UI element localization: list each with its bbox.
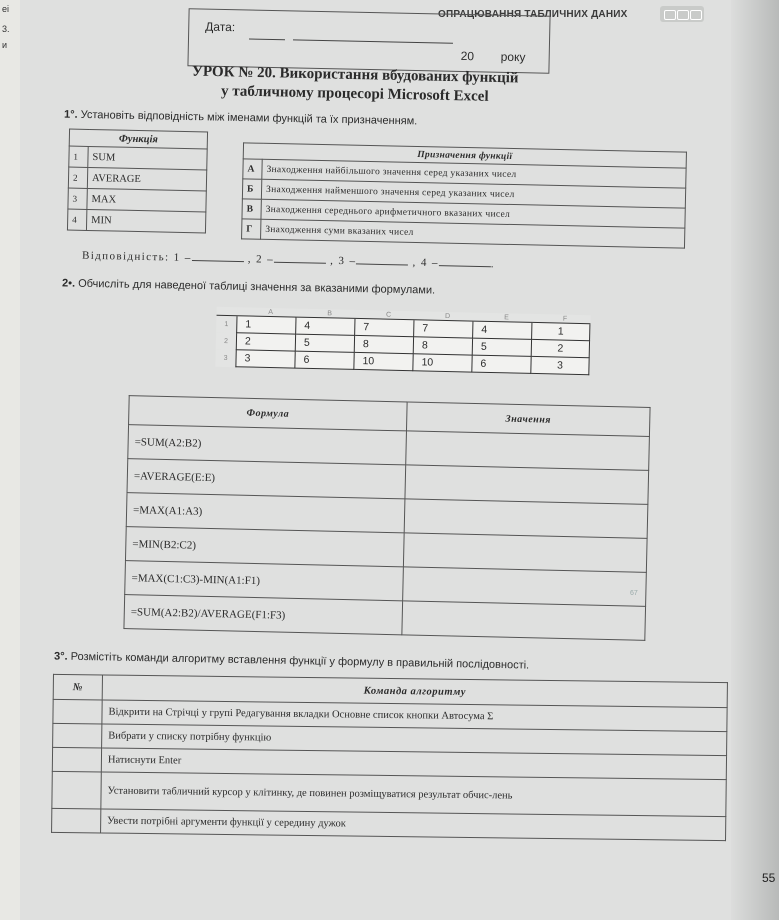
command-header: Команда алгоритму [102, 675, 727, 708]
column-header: A [237, 307, 296, 317]
lesson-title [130, 61, 581, 108]
sheet-cell: 10 [413, 354, 472, 372]
answer-blank[interactable] [274, 262, 326, 264]
order-cell[interactable] [52, 771, 101, 809]
column-header: F [532, 314, 590, 324]
value-header: Значення [406, 402, 650, 437]
sheet-cell: 1 [237, 316, 296, 334]
purposes-table [241, 142, 687, 248]
command-text: Натиснути Enter [101, 748, 726, 780]
sheet-cell: 3 [236, 350, 295, 368]
column-header: C [355, 310, 414, 320]
algorithm-table [51, 674, 728, 841]
lesson-title-line2: у табличному процесорі Microsoft Excel [220, 83, 489, 105]
order-cell[interactable] [53, 723, 102, 748]
answer-label: Відповідність: [81, 249, 170, 264]
sheet-cell: 7 [414, 320, 473, 338]
functions-header: Функція [69, 129, 207, 149]
date-blank-month[interactable] [293, 39, 453, 43]
task3-number: 3°. [53, 650, 68, 663]
year-word: року [500, 49, 526, 65]
sheet-cell: 5 [295, 334, 354, 352]
task1-number: 1°. [63, 108, 78, 121]
value-cell[interactable] [406, 431, 650, 471]
lesson-title-line1: УРОК № 20. Використання вбудованих функцій [191, 63, 519, 87]
sheet-cell: 6 [472, 355, 531, 373]
answer-blank[interactable] [192, 260, 244, 262]
margin-fragment: 3. [2, 24, 10, 34]
purpose-text: Знаходження суми вказаних чисел [261, 219, 685, 248]
margin-fragment: еі [2, 4, 10, 14]
function-name: MAX [87, 188, 206, 211]
task3-text: Розмістіть команди алгоритму вставлення функції у формулу в правильній послідовності. [70, 650, 530, 672]
formula-cell: =MIN(B2:C2) [125, 527, 404, 567]
formula-cell: =SUM(A2:B2) [128, 425, 407, 465]
answer-line: Відповідність: 1 – , 2 – , 3 – , 4 – . [81, 249, 496, 271]
value-cell[interactable] [405, 465, 649, 505]
sheet-cell: 2 [236, 333, 295, 351]
sheet-cell: 10 [354, 352, 413, 370]
order-header: № [53, 674, 102, 700]
sheet-cell: 8 [413, 337, 472, 355]
formula-cell: =MAX(C1:C3)-MIN(A1:F1) [125, 561, 404, 601]
page-shadow [731, 0, 779, 920]
purposes-header: Призначення функції [243, 143, 686, 168]
table-row: 4 MIN [67, 209, 205, 233]
table-row: Б Знаходження найменшого значення серед указаних чисел [242, 179, 685, 208]
table-icon [660, 6, 704, 22]
date-label: Дата: [205, 19, 236, 35]
task2-number: 2•. [61, 277, 76, 290]
function-name: MIN [86, 209, 205, 232]
sheet-cell: 7 [355, 318, 414, 336]
sheet-cell: 1 [532, 322, 590, 340]
formula-header: Формула [129, 396, 408, 431]
previous-page-edge [0, 0, 21, 920]
spreadsheet-excerpt [215, 307, 590, 375]
purpose-text: Знаходження середнього арифметичного вказаних чисел [261, 199, 685, 228]
task1-prompt [64, 109, 417, 128]
table-row: А Знаходження найбільшого значення серед указаних чисел [243, 159, 686, 188]
answer-blank[interactable] [439, 265, 491, 267]
order-cell[interactable] [52, 747, 101, 772]
sheet-cell: 4 [473, 321, 532, 339]
sheet-cell: 8 [354, 335, 413, 353]
sheet-cell: 2 [531, 339, 589, 357]
command-text: Увести потрібні аргументи функції у середину дужок [101, 809, 726, 841]
column-header: B [296, 309, 355, 319]
date-blank-day[interactable] [249, 38, 285, 40]
order-cell[interactable] [53, 699, 102, 724]
margin-fragment: и [2, 40, 8, 50]
command-text: Вибрати у списку потрібну функцію [102, 724, 727, 756]
order-cell[interactable] [52, 808, 101, 833]
task3-prompt [54, 650, 529, 671]
page-number: 55 [762, 871, 776, 885]
purpose-text: Знаходження найменшого значення серед указаних чисел [261, 179, 685, 208]
command-text: Установити табличний курсор у клітинку, де повинен розміщуватися результат обчис-лень [101, 772, 726, 817]
column-header: E [473, 313, 532, 323]
sheet-cell: 3 [531, 356, 589, 374]
formula-cell: =AVERAGE(E:E) [127, 459, 406, 499]
sheet-cell: 6 [295, 351, 354, 369]
column-header: D [414, 311, 473, 321]
task2-text: Обчисліть для наведеної таблиці значення за вказаними формулами. [78, 277, 436, 297]
task1-text: Установіть відповідність між іменами функцій та їх призначенням. [80, 108, 418, 128]
table-row: 1 SUM [69, 146, 207, 170]
row-header: 2 [216, 332, 237, 349]
year-prefix: 20 [460, 48, 475, 64]
purpose-text: Знаходження найбільшого значення серед указаних чисел [262, 159, 686, 188]
row-header: 3 [215, 349, 236, 366]
running-title: ОПРАЦЮВАННЯ ТАБЛИЧНИХ ДАНИХ [438, 9, 628, 20]
function-name: SUM [88, 146, 207, 169]
workbook-page [20, 0, 779, 920]
value-cell[interactable] [402, 601, 646, 641]
value-cell[interactable] [403, 533, 647, 573]
table-row: 3 MAX [68, 188, 206, 212]
formula-cell: =MAX(A1:A3) [126, 493, 405, 533]
formula-table [123, 395, 650, 641]
sheet-cell: 5 [472, 338, 531, 356]
functions-table [67, 129, 208, 234]
formula-cell: =SUM(A2:B2)/AVERAGE(F1:F3) [124, 595, 403, 635]
table-row: 2 AVERAGE [68, 167, 206, 191]
value-cell[interactable] [404, 499, 648, 539]
function-name: AVERAGE [87, 167, 206, 190]
task2-prompt [62, 277, 435, 296]
row-header: 1 [216, 315, 237, 332]
sheet-cell: 4 [296, 317, 355, 335]
answer-blank[interactable] [356, 263, 408, 265]
table-row: В Знаходження середнього арифметичного вказаних чисел [242, 199, 685, 228]
faint-watermark: 67 [630, 590, 638, 597]
table-row: Г Знаходження суми вказаних чисел [242, 219, 685, 248]
command-text: Відкрити на Стрічці у групі Редагування вкладки Основне список кнопки Автосума Σ [102, 700, 727, 732]
value-cell[interactable] [403, 567, 647, 607]
